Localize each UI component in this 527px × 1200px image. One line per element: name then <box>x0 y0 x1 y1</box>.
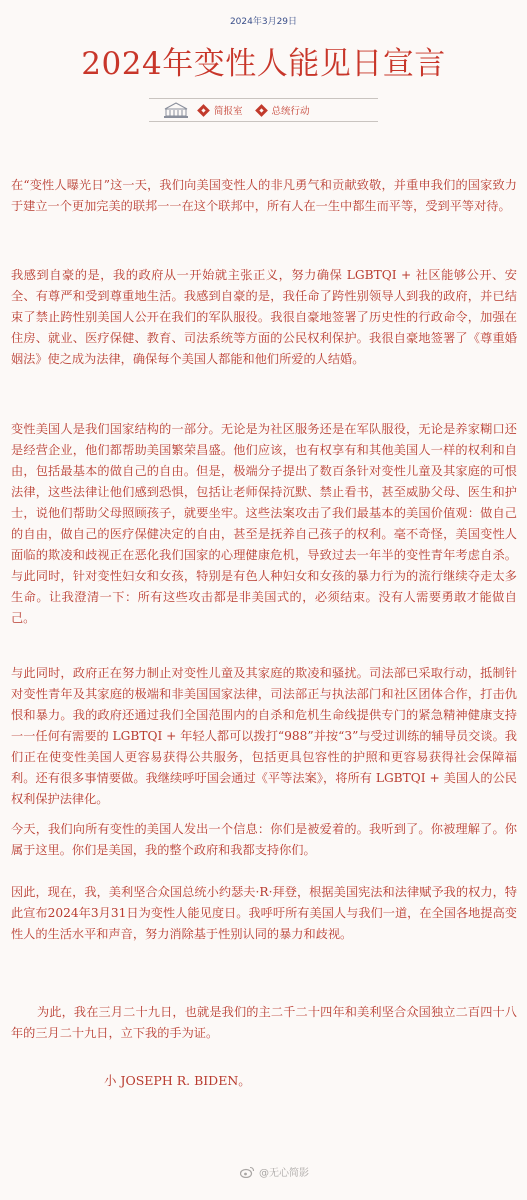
date-line: 2024年3月29日 <box>229 17 298 27</box>
watermark-text: @无心简影 <box>259 1168 309 1179</box>
white-house-icon[interactable] <box>163 101 189 119</box>
diamond-bullet-icon <box>197 104 210 117</box>
paragraph-7: 为此，我在三月二十九日，也就是我们的主二千二十四年和美利坚合众国独立二百四十八年的三月二十九日，立下我的手为证。 <box>11 1005 517 1040</box>
signature: 小 JOSEPH R. BIDEN。 <box>104 1073 251 1088</box>
breadcrumb-label: 简报室 <box>214 106 243 117</box>
page-title: 2024年变性人能见日宣言 <box>81 46 446 82</box>
paragraph-6: 因此，现在，我，美利坚合众国总统小约瑟夫·R·拜登，根据美国宪法和法律赋予我的权力，特此宣布2024年3月31日为变性人能见度日。我呼吁所有美国人与我们一道，在全国各地提高变性人的生活水平和声音，努力消除基于性别认同的暴力和歧视。 <box>11 885 517 941</box>
watermark <box>240 1164 309 1179</box>
paragraph-3: 变性美国人是我们国家结构的一部分。无论是为社区服务还是在军队服役，无论是养家糊口还是经营企业，他们都帮助美国繁荣昌盛。他们应该，也有权享有和其他美国人一样的权利和自由，包括最基本的做自己的自由。但是，极端分子提出了数百条针对变性儿童及其家庭的可恨法律，这些法律让他们感到恐惧，包括让老师保持沉默、禁止看书，甚至威胁父母、医生和护士，说他们帮助父母照顾孩子，就要坐牢。这些法案攻击了我们最基本的美国价值观：做自己的自由，做自己的医疗保健决定的自由，甚至是抚养自己孩子的权利。毫不奇怪，美国变性人面临的欺凌和歧视正在恶化我们国家的心理健康危机，导致过去一年半的变性青年考虑自杀。与此同时，针对变性妇女和女孩，特别是有色人种妇女和女孩的暴力行为的流行继续夺走太多生命。让我澄清一下：所有这些攻击都是非美国式的，必须结束。没有人需要勇敢才能做自己。 <box>11 422 517 625</box>
breadcrumb-item-presidential-actions[interactable] <box>257 103 310 117</box>
paragraph-5: 今天，我们向所有变性的美国人发出一个信息：你们是被爱着的。我听到了。你被理解了。你属于这里。你们是美国，我的整个政府和我都支持你们。 <box>11 822 517 857</box>
paragraph-1: 在“变性人曝光日”这一天，我们向美国变性人的非凡勇气和贡献致敬，并重申我们的国家致力于建立一个更加完美的联邦一一在这个联邦中，所有人在一生中都生而平等，受到平等对待。 <box>11 178 517 213</box>
diamond-bullet-icon <box>255 104 268 117</box>
paragraph-4: 与此同时，政府正在努力制止对变性儿童及其家庭的欺凌和骚扰。司法部已采取行动，抵制针对变性青年及其家庭的极端和非美国国家法律，司法部正与执法部门和社区团体合作，打击仇恨和暴力。我的政府还通过我们全国范围内的自杀和危机生命线提供专门的紧急精神健康支持一一任何有需要的 LGBTQI + 年轻人都可以拨打“988”并按“3”与受过训练的辅导员交谈。我们正在使变性美国人更容易获得公共服务，包括更具包容性的护照和更容易获得社会保障福利。还有很多事情要做。我继续呼吁国会通过《平等法案》，将所有 LGBTQI + 美国人的公民权利保护法律化。 <box>11 666 517 806</box>
weibo-icon <box>240 1166 255 1178</box>
paragraph-2: 我感到自豪的是，我的政府从一开始就主张正义，努力确保 LGBTQI + 社区能够公开、安全、有尊严和受到尊重地生活。我感到自豪的是，我任命了跨性别领导人到我的政府，并已结束了禁止跨性别美国人公开在我们的军队服役。我很自豪地签署了历史性的行政命令，加强在住房、就业、医疗保健、教育、司法系统等方面的公民权利保护。我很自豪地签署了《尊重婚姻法》使之成为法律，确保每个美国人都能和他们所爱的人结婚。 <box>11 268 517 366</box>
breadcrumb <box>149 98 378 122</box>
breadcrumb-item-briefing-room[interactable] <box>199 103 243 117</box>
breadcrumb-label: 总统行动 <box>271 106 310 117</box>
